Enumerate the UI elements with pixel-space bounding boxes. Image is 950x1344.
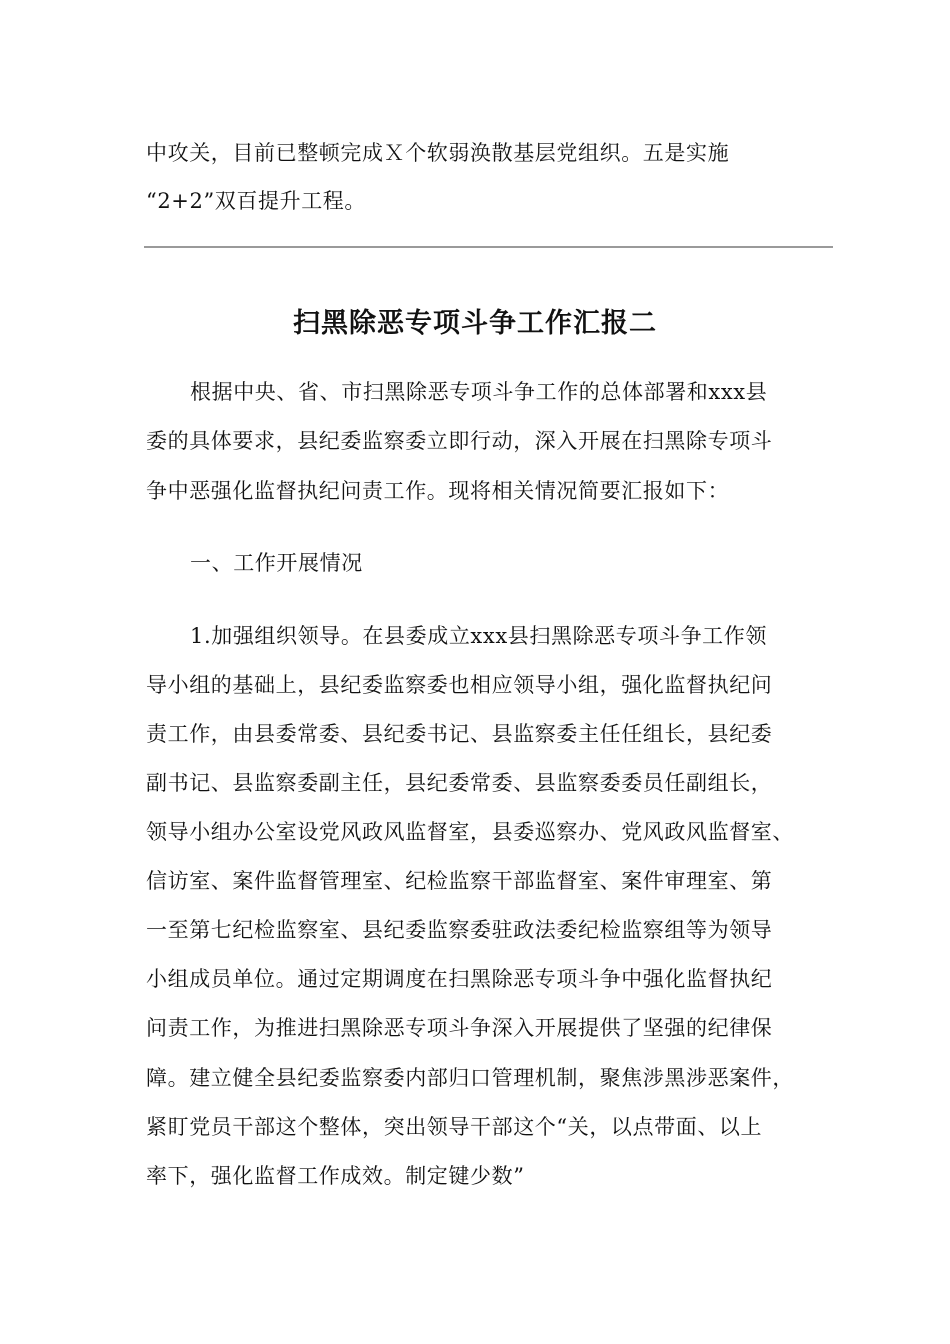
section-divider: [144, 246, 833, 248]
body-line-12: 率下，强化监督工作成效。制定键少数”: [146, 1164, 525, 1188]
body-line-7: 一至第七纪检监察室、县纪委监察委驻政法委纪检监察组等为领导: [146, 918, 773, 942]
body-line-10: 障。建立健全县纪委监察委内部归口管理机制，聚焦涉黑涉恶案件，: [146, 1066, 794, 1090]
body-line-1: 1.加强组织领导。在县委成立xxx县扫黑除恶专项斗争工作领: [190, 624, 767, 648]
body-line-8: 小组成员单位。通过定期调度在扫黑除恶专项斗争中强化监督执纪: [146, 967, 773, 991]
intro-line-3: 争中恶强化监督执纪问责工作。现将相关情况简要汇报如下：: [146, 479, 730, 503]
previous-text-line-2: “2+2”双百提升工程。: [146, 189, 366, 213]
body-line-11: 紧盯党员干部这个整体，突出领导干部这个“关，以点带面、以上: [146, 1115, 763, 1139]
body-line-2: 导小组的基础上，县纪委监察委也相应领导小组，强化监督执纪问: [146, 673, 773, 697]
body-line-9: 问责工作，为推进扫黑除恶专项斗争深入开展提供了坚强的纪律保: [146, 1016, 773, 1040]
document-title: 扫黑除恶专项斗争工作汇报二: [293, 308, 657, 339]
intro-line-2: 委的具体要求，县纪委监察委立即行动，深入开展在扫黑除专项斗: [146, 429, 773, 453]
body-line-4: 副书记、县监察委副主任，县纪委常委、县监察委委员任副组长，: [146, 771, 773, 795]
section-heading: 一、工作开展情况: [190, 551, 363, 575]
body-line-3: 责工作，由县委常委、县纪委书记、县监察委主任任组长，县纪委: [146, 722, 773, 746]
previous-text-line-1: 中攻关，目前已整顿完成Ｘ个软弱涣散基层党组织。五是实施: [146, 141, 730, 165]
intro-line-1: 根据中央、省、市扫黑除恶专项斗争工作的总体部署和xxx县: [190, 380, 768, 404]
body-line-6: 信访室、案件监督管理室、纪检监察干部监督室、案件审理室、第: [146, 869, 773, 893]
body-line-5: 领导小组办公室设党风政风监督室，县委巡察办、党风政风监督室、: [146, 820, 794, 844]
